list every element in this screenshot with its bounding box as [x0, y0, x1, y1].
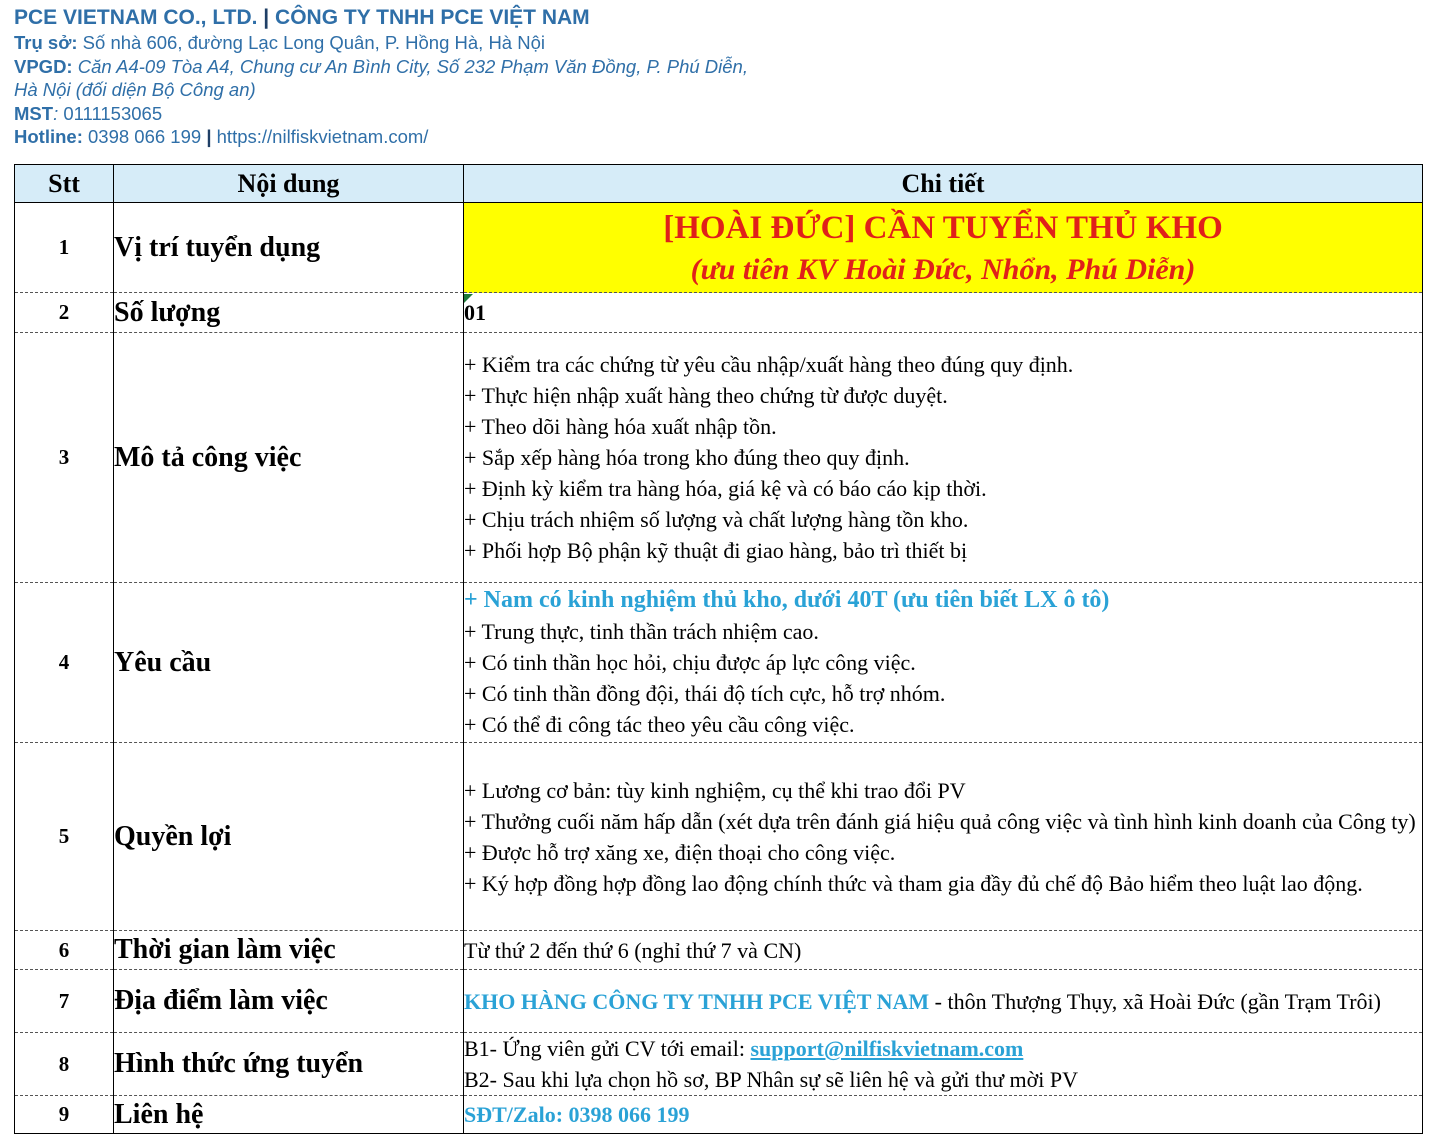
- description-line: + Thực hiện nhập xuất hàng theo chứng từ được duyệt.: [464, 383, 948, 408]
- table-row: [15, 970, 1423, 1033]
- description-line: + Sắp xếp hàng hóa trong kho đúng theo quy định.: [464, 445, 910, 470]
- company-name-en: PCE VIETNAM CO., LTD.: [14, 6, 258, 29]
- description-line: + Phối hợp Bộ phận kỹ thuật đi giao hàng, bảo trì thiết bị: [464, 538, 968, 563]
- job-table: [14, 164, 1423, 1134]
- table-row: [15, 1096, 1423, 1134]
- description-line: + Theo dõi hàng hóa xuất nhập tồn.: [464, 414, 777, 439]
- row-label: Hình thức ứng tuyển: [114, 1033, 464, 1096]
- row-stt: 9: [15, 1096, 114, 1134]
- row-label: Liên hệ: [114, 1096, 464, 1134]
- row-label: Quyền lợi: [114, 743, 464, 931]
- header-content: Nội dung: [114, 165, 464, 203]
- working-time: Từ thứ 2 đến thứ 6 (nghỉ thứ 7 và CN): [464, 931, 1423, 970]
- website-link[interactable]: https://nilfiskvietnam.com/: [216, 126, 429, 147]
- row-stt: 7: [15, 970, 114, 1033]
- hq-address: Số nhà 606, đường Lạc Long Quân, P. Hồng Hà, Hà Nội: [82, 32, 545, 53]
- office-address-2: Hà Nội (đối diện Bộ Công an): [14, 79, 256, 100]
- row-stt: 1: [15, 203, 114, 293]
- benefit-line: + Ký hợp đồng hợp đồng lao động chính thức và tham gia đầy đủ chế độ Bảo hiểm theo luật lao động.: [464, 870, 1363, 896]
- email-link[interactable]: support@nilfiskvietnam.com: [750, 1036, 1024, 1061]
- table-row: [15, 1033, 1423, 1096]
- contact-phone: SĐT/Zalo: 0398 066 199: [464, 1096, 1423, 1134]
- requirement-highlight: + Nam có kinh nghiệm thủ kho, dưới 40T (ưu tiên biết LX ô tô): [464, 587, 1110, 613]
- step-b1-text: B1- Ứng viên gửi CV tới email:: [464, 1036, 751, 1061]
- tax-line: [14, 102, 748, 126]
- quantity-value: 01: [464, 293, 1423, 333]
- row-stt: 3: [15, 333, 114, 583]
- table-row: [15, 203, 1423, 293]
- application-method-cell: [464, 1033, 1423, 1096]
- row-stt: 5: [15, 743, 114, 931]
- job-description-cell: [464, 333, 1423, 583]
- hotline-value: 0398 066 199: [88, 126, 202, 147]
- row-label: Địa điểm làm việc: [114, 970, 464, 1033]
- step-b1: [464, 1033, 1422, 1064]
- tax-label: MST: [14, 102, 54, 124]
- company-name-vn: CÔNG TY TNHH PCE VIỆT NAM: [275, 6, 590, 29]
- hq-label: Trụ sở:: [14, 32, 78, 53]
- requirement-line: + Trung thực, tinh thần trách nhiệm cao.: [464, 619, 819, 644]
- row-label: Vị trí tuyển dụng: [114, 203, 464, 293]
- position-priority-area: (ưu tiên KV Hoài Đức, Nhổn, Phú Diễn): [690, 252, 1196, 286]
- description-line: + Chịu trách nhiệm số lượng và chất lượng hàng tồn kho.: [464, 507, 969, 532]
- warehouse-address: - thôn Thượng Thụy, xã Hoài Đức (gần Trạm Trôi): [929, 988, 1381, 1014]
- company-header: [14, 5, 748, 149]
- warehouse-name: KHO HÀNG CÔNG TY TNHH PCE VIỆT NAM: [464, 988, 930, 1014]
- benefits-cell: [464, 743, 1423, 931]
- benefit-line: + Thưởng cuối năm hấp dẫn (xét dựa trên đánh giá hiệu quả công việc và tình hình kinh doanh của Công ty): [464, 808, 1416, 834]
- benefit-line: + Được hỗ trợ xăng xe, điện thoại cho công việc.: [464, 839, 896, 865]
- step-b2: B2- Sau khi lựa chọn hồ sơ, BP Nhân sự sẽ liên hệ và gửi thư mời PV: [464, 1067, 1079, 1092]
- table-row: [15, 333, 1423, 583]
- office-label: VPGD:: [14, 55, 73, 77]
- work-location-cell: [464, 970, 1423, 1033]
- row-stt: 4: [15, 583, 114, 743]
- hotline-label: Hotline:: [14, 126, 83, 147]
- header-stt: Stt: [15, 165, 114, 203]
- table-row: [15, 931, 1423, 970]
- requirement-line: + Có tinh thần đồng đội, thái độ tích cực, hỗ trợ nhóm.: [464, 681, 946, 706]
- table-row: [15, 743, 1423, 931]
- hq-line: [14, 31, 748, 55]
- title-separator: |: [263, 6, 270, 29]
- requirements-cell: [464, 583, 1423, 743]
- tax-colon: :: [53, 102, 59, 124]
- benefit-line: + Lương cơ bản: tùy kinh nghiệm, cụ thể khi trao đổi PV: [464, 777, 966, 803]
- description-line: + Định kỳ kiểm tra hàng hóa, giá kệ và có báo cáo kịp thời.: [464, 476, 987, 501]
- table-row: [15, 583, 1423, 743]
- table-header-row: [15, 165, 1423, 203]
- header-detail: Chi tiết: [464, 165, 1423, 203]
- row-label: Mô tả công việc: [114, 333, 464, 583]
- row-stt: 2: [15, 293, 114, 333]
- position-title-cell: [464, 203, 1423, 293]
- tax-value: 0111153065: [63, 102, 163, 124]
- description-line: + Kiểm tra các chứng từ yêu cầu nhập/xuất hàng theo đúng quy định.: [464, 352, 1074, 377]
- row-stt: 8: [15, 1033, 114, 1096]
- row-label: Thời gian làm việc: [114, 931, 464, 970]
- company-title: [14, 5, 748, 31]
- office-address-1: Căn A4-09 Tòa A4, Chung cư An Bình City, Số 232 Phạm Văn Đồng, P. Phú Diễn,: [77, 55, 748, 77]
- office-line: [14, 55, 748, 79]
- row-label: Số lượng: [114, 293, 464, 333]
- hotline-line: [14, 125, 748, 149]
- position-title: [HOÀI ĐỨC] CẦN TUYỂN THỦ KHO: [663, 209, 1223, 246]
- row-stt: 6: [15, 931, 114, 970]
- table-row: [15, 293, 1423, 333]
- requirement-line: + Có tinh thần học hỏi, chịu được áp lực công việc.: [464, 650, 916, 675]
- row-label: Yêu cầu: [114, 583, 464, 743]
- cell-comment-marker: [464, 294, 473, 303]
- requirement-line: + Có thể đi công tác theo yêu cầu công việc.: [464, 712, 855, 737]
- hotline-separator: |: [206, 126, 212, 147]
